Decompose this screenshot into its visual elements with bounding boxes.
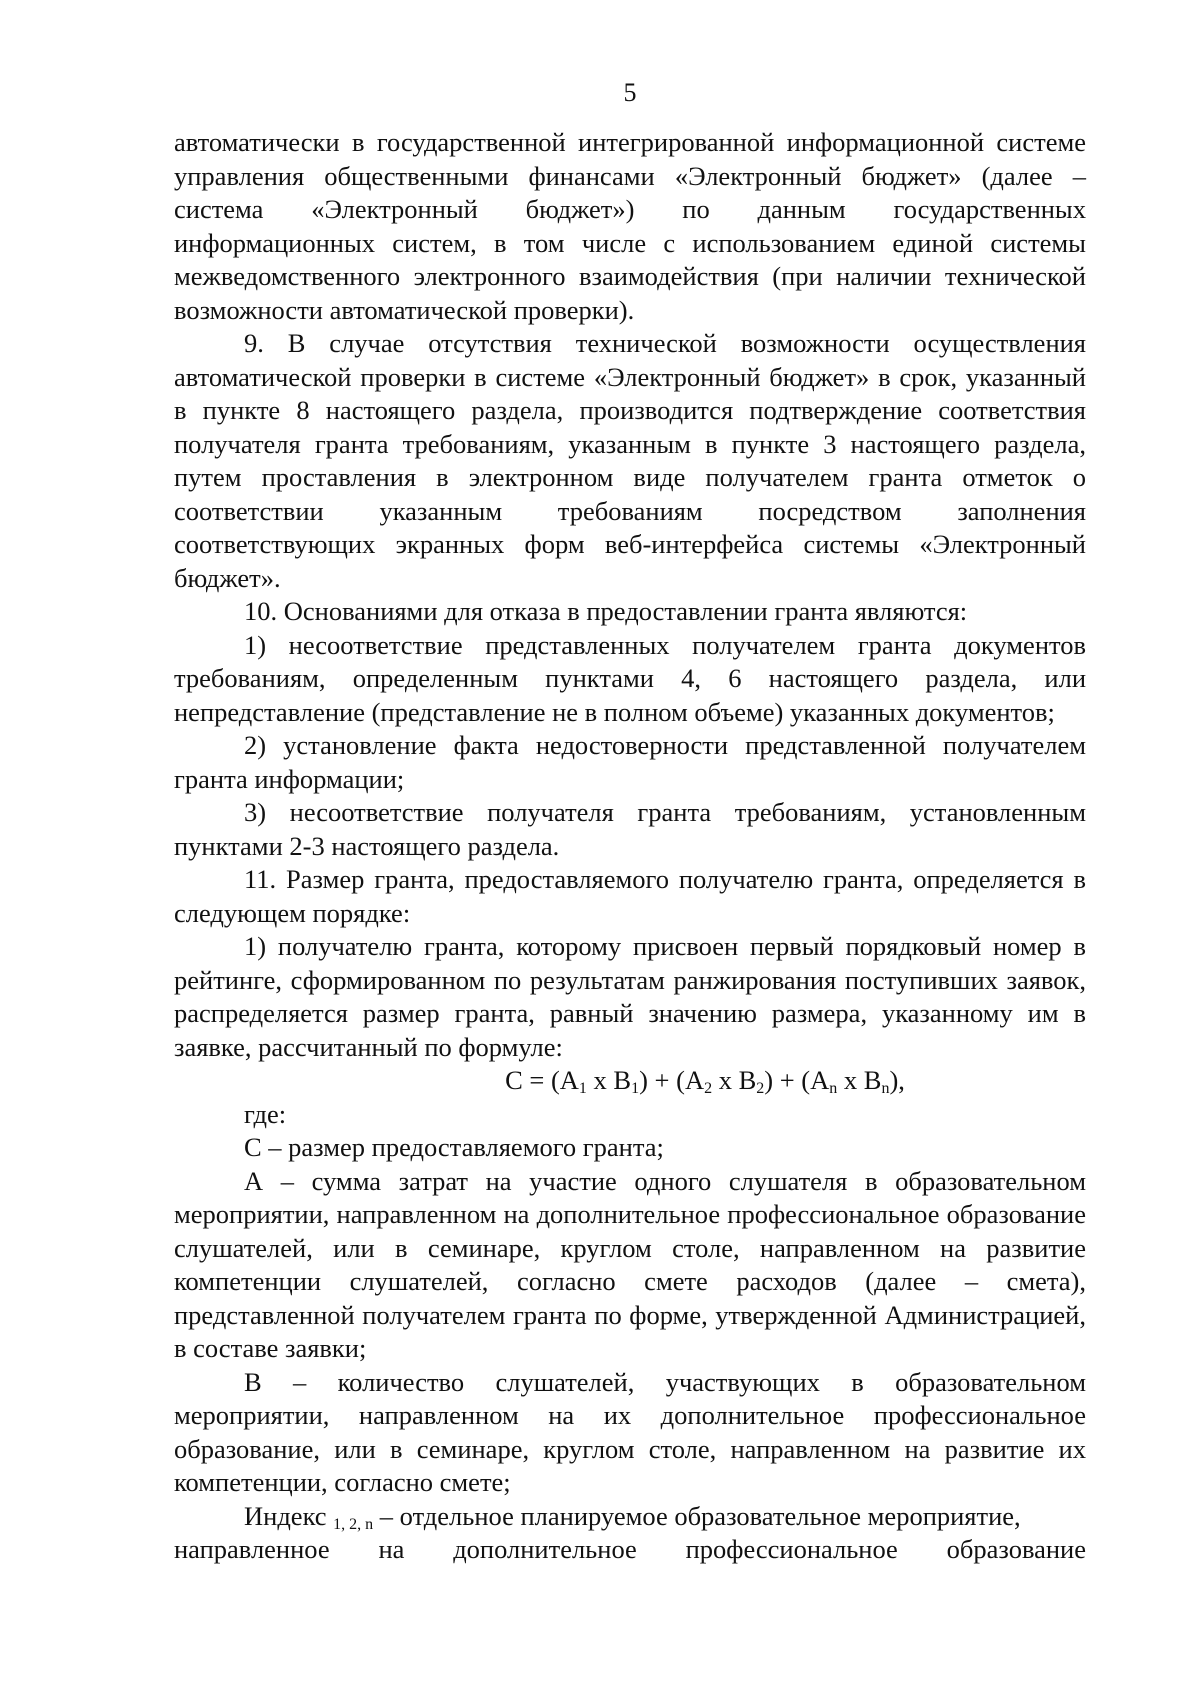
paragraph-11-item-1: 1) получателю гранта, которому присвоен первый порядковый номер в рейтинге, сформированном по результатам ранжирования поступивших заявок, распределяется размер гранта, равный значению размера, указанному им в заявке, рассчитанный по формуле: (174, 931, 1086, 1062)
paragraph-11: 11. Размер гранта, предоставляемого получателю гранта, определяется в следующем порядке: (174, 864, 1086, 928)
paragraph-10-item-1: 1) несоответствие представленных получателем гранта документов требованиям, определенным пунктами 4, 6 настоящего раздела, или непредставление (представление не в полном объеме) указанных документов; (174, 629, 1086, 727)
paragraph-10: 10. Основаниями для отказа в предоставлении гранта являются: (244, 596, 968, 626)
definition-c: С – размер предоставляемого гранта; (244, 1132, 664, 1162)
paragraph-9: 9. В случае отсутствия технической возможности осуществления автоматической проверки в системе «Электронный бюджет» в срок, указанный в пункте 8 настоящего раздела, производится подтверждение соответствия получателя гранта требованиям, указанным в пункте 3 настоящего раздела, путем проставления в электронном виде получателем гранта отметок о соответствии указанным требованиям посредством заполнения соответствующих экранных форм веб-интерфейса системы «Электронный бюджет». (174, 328, 1086, 593)
where-label: где: (244, 1098, 287, 1129)
paragraph-10-item-3: 3) несоответствие получателя гранта требованиям, установленным пунктами 2-3 настоящего раздела. (174, 797, 1086, 861)
last-line: направленное на дополнительное профессиональное образование (174, 1534, 1086, 1564)
definition-a: А – сумма затрат на участие одного слушателя в образовательном мероприятии, направленном на дополнительное профессиональное образование слушателей, или в семинаре, круглом столе, направленном на развитие компетенции слушателей, согласно смете расходов (далее – смета), представленной получателем гранта по форме, утвержденной Администрацией, в составе заявки; (174, 1165, 1086, 1363)
definition-b: В – количество слушателей, участвующих в образовательном мероприятии, направленном на их дополнительное профессиональное образование, или в семинаре, круглом столе, направленном на развитие их компетенции, согласно смете; (174, 1366, 1086, 1497)
paragraph-continuation: автоматически в государственной интегрированной информационной системе управления общественными финансами «Электронный бюджет» (далее – система «Электронный бюджет») по данным государственных информационных систем, в том числе с использованием единой системы межведомственного электронного взаимодействия (при наличии технической возможности автоматической проверки). (174, 127, 1086, 325)
document-page (174, 78, 1086, 1567)
paragraph-10-item-2: 2) установление факта недостоверности представленной получателем гранта информации; (174, 730, 1086, 794)
page-number: 5 (623, 78, 637, 107)
definition-index: Индекс $_{1, 2, n}$ – отдельное планируемое образовательное мероприятие, (244, 1500, 1021, 1533)
grant-formula: $С = (А_1$ х $В_1) + (А_2$ х $В_2) + (А_n$ х $В_n$), (505, 1065, 905, 1097)
